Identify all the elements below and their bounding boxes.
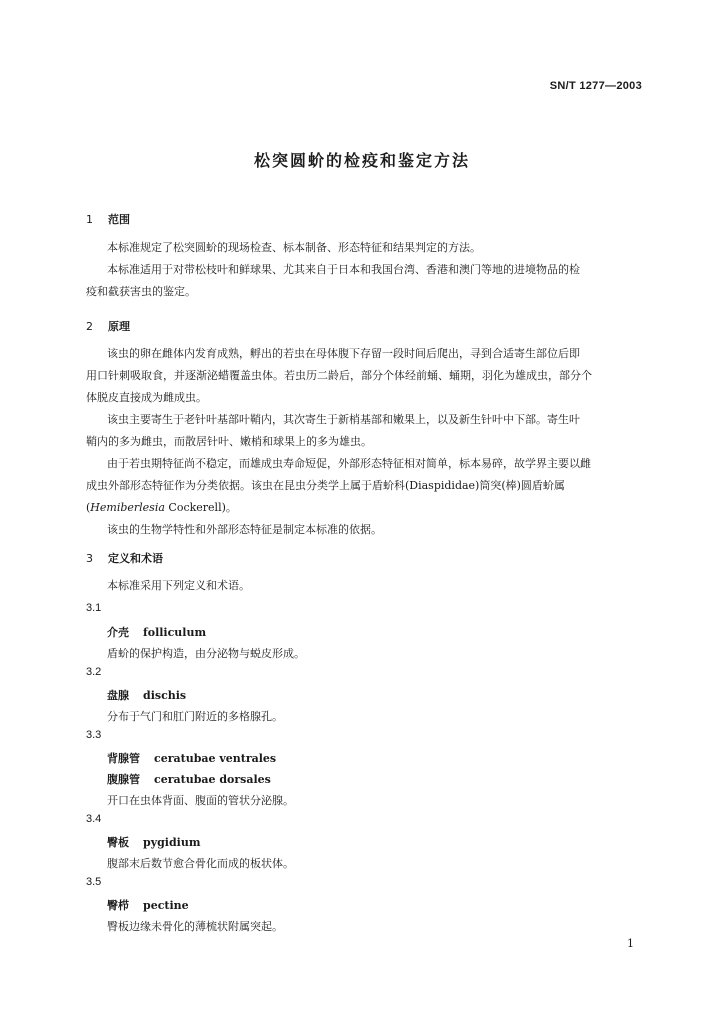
- paragraph-line: 本标准规定了松突圆蚧的现场检查、标本制备、形态特征和结果判定的方法。: [107, 241, 481, 254]
- section-3-heading: [86, 550, 163, 566]
- term-zh: 臀板: [107, 836, 129, 849]
- term-en: ceratubae ventrales: [154, 752, 277, 765]
- section-3-intro: [86, 575, 646, 597]
- paragraph-line: 本标准采用下列定义和术语。: [107, 579, 250, 592]
- paragraph-line: 鞘内的多为雌虫，而散居针叶、嫩梢和球果上的多为雄虫。: [86, 435, 372, 448]
- paragraph-line: 成虫外部形态特征作为分类依据。该虫在昆虫分类学上属于盾蚧科(Diaspididae)筒突(棒)圆盾蚧属: [86, 479, 565, 492]
- clause-number: 3.4: [86, 813, 102, 825]
- paragraph-line: 体脱皮直接成为雌成虫。: [86, 391, 207, 404]
- paragraph-line: 用口针刺吸取食，并逐渐泌蜡覆盖虫体。若虫历二龄后，部分个体经前蛹、蛹期，羽化为雄成虫，部分个: [86, 369, 592, 382]
- paragraph-line: 本标准适用于对带松枝叶和鲜球果、尤其来自于日本和我国台湾、香港和澳门等地的进境物品的检: [107, 263, 580, 276]
- genus-name: Hemiberlesia: [90, 501, 165, 514]
- paragraph-line: 由于若虫期特征尚不稳定，而雄成虫寿命短促，外部形态特征相对简单，标本易碎，故学界主要以雌: [107, 457, 591, 470]
- term-zh: 臀栉: [107, 899, 129, 912]
- clause-number: 3.3: [86, 729, 102, 741]
- section-number: 2: [86, 320, 93, 333]
- term-en: dischis: [143, 689, 187, 702]
- clause-number: 3.5: [86, 876, 102, 888]
- section-number: 1: [86, 213, 93, 226]
- paragraph-line: 疫和截获害虫的鉴定。: [86, 285, 196, 298]
- term-definition: 盾蚧的保护构造，由分泌物与蜕皮形成。: [107, 647, 305, 660]
- term-entry: [107, 750, 276, 766]
- genus-author: Cockerell)。: [164, 501, 237, 514]
- term-definition: 分布于气门和肛门附近的多格腺孔。: [107, 710, 283, 723]
- section-1-body: [86, 237, 646, 303]
- section-2-body: [86, 343, 646, 541]
- term-entry: [107, 897, 189, 913]
- term-entry: [107, 624, 206, 640]
- term-zh: 腹腺管: [107, 773, 140, 786]
- paragraph-line: [86, 497, 646, 519]
- section-2-heading: [86, 318, 130, 334]
- paragraph-line: 该虫的卵在雌体内发育成熟，孵出的若虫在母体腹下存留一段时间后爬出，寻到合适寄生部位后即: [107, 347, 580, 360]
- term-definition: 腹部末后数节愈合骨化而成的板状体。: [107, 857, 294, 870]
- clause-number: 3.1: [86, 602, 102, 614]
- page-number: 1: [627, 937, 634, 950]
- term-definition: 开口在虫体背面、腹面的管状分泌腺。: [107, 794, 294, 807]
- section-1-heading: [86, 211, 130, 227]
- genus-open: (: [86, 501, 91, 514]
- term-definition: 臀板边缘未骨化的薄梳状附属突起。: [107, 920, 283, 933]
- term-zh: 盘腺: [107, 689, 129, 702]
- section-number: 3: [86, 552, 93, 565]
- term-en: ceratubae dorsales: [154, 773, 271, 786]
- term-en: folliculum: [143, 626, 207, 639]
- clause-number: 3.2: [86, 666, 102, 678]
- standard-code: SN/T 1277—2003: [549, 80, 642, 92]
- section-title: 定义和术语: [108, 552, 163, 565]
- term-entry: [107, 771, 271, 787]
- term-en: pygidium: [143, 836, 201, 849]
- section-title: 范围: [108, 213, 130, 226]
- section-title: 原理: [108, 320, 130, 333]
- term-zh: 背腺管: [107, 752, 140, 765]
- term-en: pectine: [143, 899, 189, 912]
- paragraph-line: 该虫的生物学特性和外部形态特征是制定本标准的依据。: [107, 523, 382, 536]
- document-title: 松突圆蚧的检疫和鉴定方法: [253, 151, 470, 170]
- term-entry: [107, 687, 186, 703]
- paragraph-line: 该虫主要寄生于老针叶基部叶鞘内，其次寄生于新梢基部和嫩果上，以及新生针叶中下部。寄生叶: [107, 413, 580, 426]
- term-entry: [107, 834, 200, 850]
- term-zh: 介壳: [107, 626, 129, 639]
